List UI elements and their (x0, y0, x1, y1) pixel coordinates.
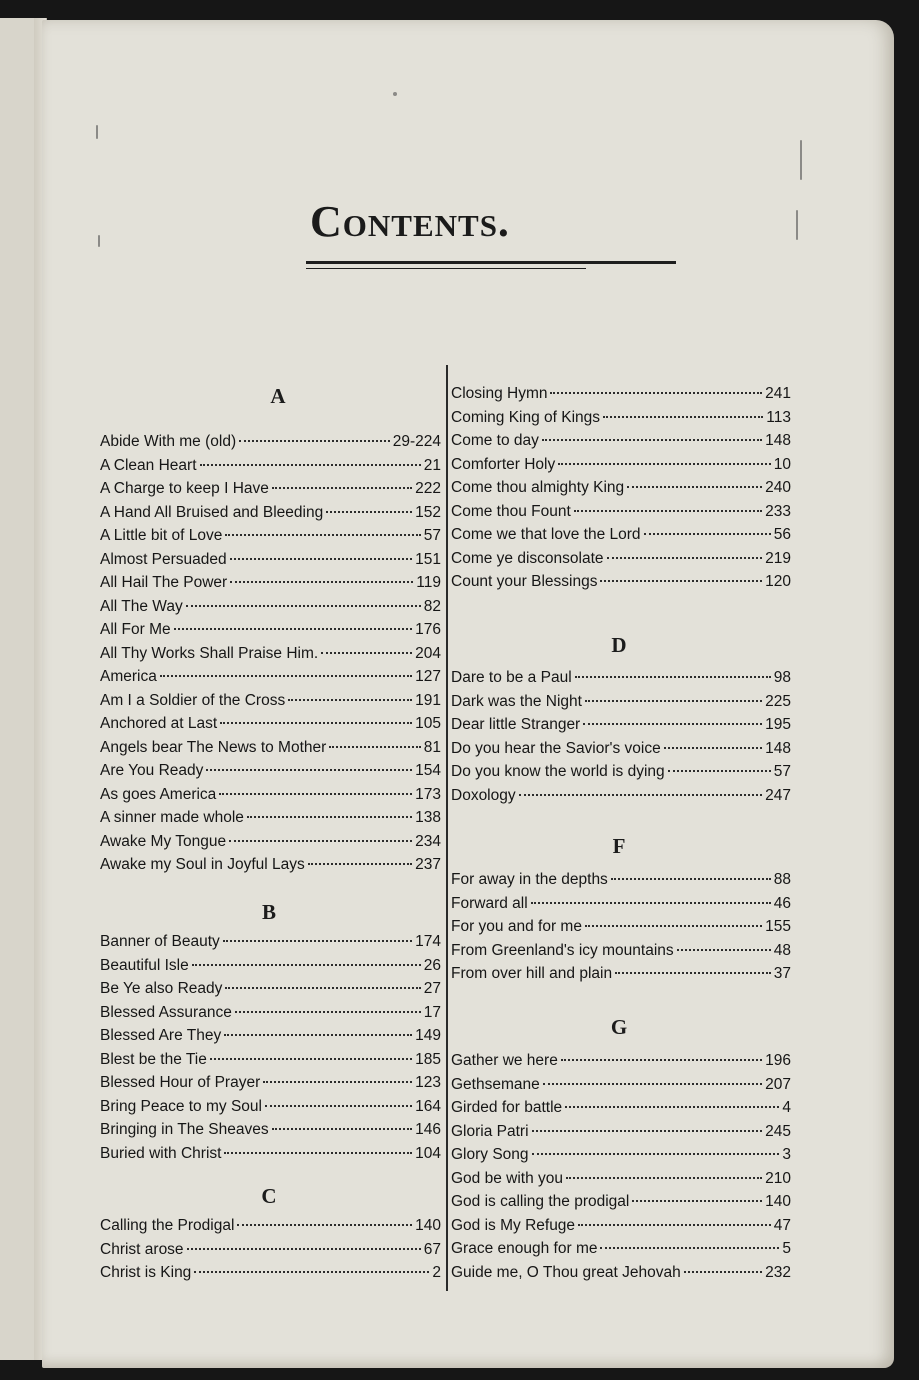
dot-leader (627, 486, 762, 488)
dot-leader (558, 463, 771, 465)
contents-entry (451, 1052, 791, 1076)
page-number: 241 (765, 385, 791, 402)
page-number: 232 (765, 1263, 791, 1281)
page-number: 154 (415, 762, 441, 779)
page-number: 149 (415, 1027, 441, 1044)
contents-entry (451, 456, 791, 480)
page-number: 204 (415, 644, 441, 662)
hymn-title: Come we that love the Lord (451, 526, 641, 543)
dot-leader (644, 533, 771, 535)
hymn-title: Almost Persuaded (100, 550, 227, 568)
page-number: 17 (423, 1003, 441, 1021)
dot-leader (230, 558, 412, 560)
page-number: 5 (782, 1240, 791, 1257)
page-number: 233 (765, 502, 791, 520)
contents-entry (451, 763, 791, 787)
page-number: 21 (423, 456, 441, 474)
hymn-title: For you and for me (451, 918, 582, 935)
hymn-title: All Hail The Power (100, 574, 228, 591)
contents-entry (100, 856, 441, 880)
contents-entry (451, 1264, 791, 1288)
section-letter: F (612, 834, 626, 858)
contents-entry (100, 668, 441, 692)
dot-leader (229, 840, 412, 842)
page-number: 48 (773, 941, 791, 959)
contents-entry (451, 526, 791, 550)
hymn-title: Awake my Soul in Joyful Lays (100, 856, 305, 873)
contents-entry (100, 621, 441, 645)
contents-entry (100, 762, 441, 786)
contents-entry (451, 1240, 791, 1264)
dot-leader (237, 1224, 412, 1226)
hymn-title: Beautiful Isle (100, 956, 189, 974)
page-number: 140 (415, 1217, 441, 1234)
contents-entry (100, 715, 441, 739)
page-number: 138 (415, 809, 441, 826)
hymn-title: Do you hear the Savior's voice (451, 739, 661, 757)
page-number: 222 (415, 480, 441, 497)
hymn-title: All The Way (100, 597, 183, 615)
contents-entry (451, 1146, 791, 1170)
page-number: 210 (765, 1169, 791, 1187)
dot-leader (235, 1011, 421, 1013)
hymn-title: Closing Hymn (451, 385, 548, 402)
dot-leader (220, 722, 412, 724)
dot-leader (583, 723, 762, 725)
hymn-title: As goes America (100, 785, 217, 803)
dot-leader (575, 676, 771, 678)
dot-leader (329, 746, 420, 748)
dot-leader (200, 464, 421, 466)
page-number: 174 (415, 933, 441, 950)
page-number: 119 (416, 574, 441, 591)
hymn-title: Grace enough for me (451, 1240, 598, 1257)
contents-entry (100, 504, 441, 528)
hymn-title: Coming King of Kings (451, 408, 601, 426)
contents-entry (100, 692, 441, 716)
dot-leader (225, 987, 420, 989)
speck (800, 140, 802, 180)
contents-entry (100, 1098, 441, 1122)
page-number: 46 (773, 894, 791, 912)
dot-leader (321, 652, 412, 654)
contents-entry (100, 598, 441, 622)
dot-leader (186, 605, 421, 607)
hymn-title: Christ arose (100, 1240, 184, 1258)
speck (796, 210, 798, 240)
contents-entry (451, 1123, 791, 1147)
title-rule-thin (306, 268, 586, 269)
hymn-title: Are You Ready (100, 762, 204, 779)
contents-entry (100, 833, 441, 857)
contents-entry (100, 1004, 441, 1028)
section-letter: B (261, 900, 276, 924)
speck (98, 235, 100, 247)
hymn-title: Bringing in The Sheaves (100, 1121, 269, 1138)
contents-entry (100, 433, 441, 457)
contents-entry (100, 1027, 441, 1051)
hymn-title: Come thou Fount (451, 502, 571, 520)
section-letter: C (261, 1184, 277, 1208)
dot-leader (603, 416, 763, 418)
page-number: 105 (415, 715, 441, 732)
hymn-title: Come thou almighty King (451, 479, 625, 496)
page-number: 164 (415, 1097, 441, 1115)
page-number: 88 (773, 871, 791, 888)
page-number: 3 (782, 1146, 791, 1163)
contents-entry (100, 933, 441, 957)
contents-entry (100, 457, 441, 481)
hymn-title: Gethsemane (451, 1075, 540, 1093)
contents-entry (100, 739, 441, 763)
hymn-title: A sinner made whole (100, 809, 244, 826)
contents-entry (451, 895, 791, 919)
contents-entry (451, 550, 791, 574)
page-number: 2 (432, 1264, 441, 1281)
dot-leader (174, 628, 413, 630)
hymn-title: Dark was the Night (451, 692, 582, 710)
dot-leader (223, 940, 412, 942)
dot-leader (230, 581, 413, 583)
contents-entry (451, 942, 791, 966)
hymn-title: Comforter Holy (451, 455, 556, 473)
hymn-title: Am I a Soldier of the Cross (100, 691, 286, 709)
hymn-title: God be with you (451, 1169, 564, 1187)
page-number: 247 (765, 786, 791, 804)
speck (393, 92, 397, 96)
page-number: 196 (765, 1052, 791, 1069)
contents-entry (100, 574, 441, 598)
page-number: 152 (415, 503, 441, 521)
page-number: 146 (415, 1121, 441, 1138)
page-number: 67 (423, 1240, 441, 1258)
dot-leader (611, 878, 771, 880)
hymn-title: Bring Peace to my Soul (100, 1097, 262, 1115)
dot-leader (574, 510, 762, 512)
page-number: 113 (766, 408, 791, 426)
hymn-title: Doxology (451, 786, 516, 804)
section-letter: D (611, 633, 627, 657)
dot-leader (531, 902, 771, 904)
dot-leader (542, 439, 762, 441)
page-number: 4 (782, 1099, 791, 1116)
page-number: 155 (765, 918, 791, 935)
contents-entry (451, 432, 791, 456)
contents-entry (451, 479, 791, 503)
hymn-title: Dear little Stranger (451, 716, 581, 733)
dot-leader (288, 699, 412, 701)
page-number: 237 (415, 856, 441, 873)
hymn-title: God is calling the prodigal (451, 1193, 630, 1210)
dot-leader (600, 580, 762, 582)
dot-leader (578, 1224, 771, 1226)
dot-leader (160, 675, 412, 677)
page-number: 219 (765, 549, 791, 567)
contents-entry (100, 1051, 441, 1075)
dot-leader (607, 557, 763, 559)
page-number: 140 (765, 1193, 791, 1210)
dot-leader (272, 1128, 413, 1130)
dot-leader (664, 747, 762, 749)
hymn-title: Blessed Hour of Prayer (100, 1074, 261, 1091)
hymn-title: All For Me (100, 621, 171, 638)
hymn-title: America (100, 668, 157, 685)
hymn-title: Anchored at Last (100, 715, 218, 732)
contents-entry (451, 1099, 791, 1123)
dot-leader (225, 534, 420, 536)
page-number: 104 (415, 1144, 441, 1162)
section-letter: A (270, 384, 286, 408)
dot-leader (326, 511, 412, 513)
page-number: 57 (773, 763, 791, 780)
hymn-title: Come ye disconsolate (451, 549, 604, 567)
hymn-title: Gather we here (451, 1052, 558, 1069)
hymn-title: Count your Blessings (451, 573, 598, 590)
contents-entry (100, 1217, 441, 1241)
dot-leader (224, 1034, 412, 1036)
dot-leader (206, 769, 412, 771)
page-title: Contents. (310, 197, 510, 246)
contents-entry (451, 1170, 791, 1194)
hymn-title: Girded for battle (451, 1099, 563, 1116)
hymn-title: A Clean Heart (100, 456, 197, 474)
speck (96, 125, 98, 139)
dot-leader (224, 1152, 412, 1154)
dot-leader (600, 1247, 779, 1249)
dot-leader (519, 794, 763, 796)
page-number: 123 (415, 1074, 441, 1091)
dot-leader (585, 925, 762, 927)
contents-entry (100, 957, 441, 981)
contents-entry (451, 740, 791, 764)
hymn-title: A Charge to keep I Have (100, 480, 269, 497)
page-number: 151 (415, 550, 441, 568)
page-number: 225 (765, 692, 791, 710)
page-number: 191 (415, 691, 441, 709)
hymn-title: Gloria Patri (451, 1122, 529, 1140)
dot-leader (308, 863, 412, 865)
page-number: 10 (773, 455, 791, 473)
dot-leader (192, 964, 421, 966)
page-number: 27 (423, 980, 441, 997)
contents-entry (451, 385, 791, 409)
dot-leader (239, 440, 390, 442)
dot-leader (550, 392, 762, 394)
hymn-title: Be Ye also Ready (100, 980, 223, 997)
hymn-title: A Little bit of Love (100, 527, 223, 544)
contents-entry (100, 1145, 441, 1169)
contents-entry (451, 1217, 791, 1241)
page-number: 47 (773, 1216, 791, 1234)
dot-leader (187, 1248, 421, 1250)
dot-leader (194, 1271, 429, 1273)
hymn-title: From over hill and plain (451, 965, 613, 982)
dot-leader (265, 1105, 412, 1107)
contents-entry (100, 1074, 441, 1098)
contents-entry (451, 693, 791, 717)
dot-leader (210, 1058, 412, 1060)
contents-entry (451, 965, 791, 989)
page-number: 127 (415, 668, 441, 685)
hymn-title: For away in the depths (451, 871, 608, 888)
hymn-title: Dare to be a Paul (451, 669, 572, 686)
contents-entry (100, 480, 441, 504)
contents-entry (100, 1121, 441, 1145)
hymn-title: Come to day (451, 432, 539, 449)
dot-leader (219, 793, 412, 795)
dot-leader (561, 1059, 762, 1061)
page-number: 207 (765, 1075, 791, 1093)
dot-leader (543, 1083, 762, 1085)
hymn-title: From Greenland's icy mountains (451, 941, 674, 959)
page-number: 240 (765, 479, 791, 496)
page-number: 176 (415, 621, 441, 638)
page-number: 234 (415, 832, 441, 850)
dot-leader (566, 1177, 762, 1179)
hymn-title: Angels bear The News to Mother (100, 738, 327, 756)
contents-entry (100, 980, 441, 1004)
hymn-title: Banner of Beauty (100, 933, 220, 950)
column-divider (446, 365, 448, 1291)
dot-leader (632, 1200, 762, 1202)
contents-entry (451, 787, 791, 811)
contents-entry (451, 669, 791, 693)
page-number: 82 (423, 597, 441, 615)
dot-leader (615, 972, 771, 974)
contents-entry (100, 1264, 441, 1288)
hymn-title: Glory Song (451, 1146, 529, 1163)
contents-entry (451, 503, 791, 527)
contents-entry (100, 1241, 441, 1265)
dot-leader (272, 487, 412, 489)
hymn-title: Forward all (451, 894, 528, 912)
page-number: 120 (765, 573, 791, 590)
page-number: 185 (415, 1050, 441, 1068)
hymn-title: Abide With me (old) (100, 433, 237, 450)
contents-entry (451, 918, 791, 942)
contents-entry (451, 1193, 791, 1217)
page-number: 81 (423, 738, 441, 756)
hymn-title: A Hand All Bruised and Bleeding (100, 503, 324, 521)
contents-entry (100, 551, 441, 575)
page-number: 57 (423, 527, 441, 544)
hymn-title: Do you know the world is dying (451, 763, 665, 780)
page-number: 56 (773, 526, 791, 543)
dot-leader (668, 770, 771, 772)
hymn-title: Christ is King (100, 1264, 192, 1281)
dot-leader (585, 700, 762, 702)
hymn-title: Calling the Prodigal (100, 1217, 235, 1234)
hymn-title: All Thy Works Shall Praise Him. (100, 644, 319, 662)
page-number: 148 (765, 739, 791, 757)
title-rule (306, 261, 676, 264)
contents-entry (451, 409, 791, 433)
dot-leader (532, 1130, 763, 1132)
hymn-title: Blessed Assurance (100, 1003, 232, 1021)
dot-leader (247, 816, 412, 818)
contents-entry (100, 809, 441, 833)
page-number: 26 (423, 956, 441, 974)
dot-leader (532, 1153, 780, 1155)
section-letter: G (610, 1015, 628, 1039)
hymn-title: God is My Refuge (451, 1216, 576, 1234)
hymn-title: Guide me, O Thou great Jehovah (451, 1263, 681, 1281)
hymn-title: Blessed Are They (100, 1027, 222, 1044)
contents-entry (451, 716, 791, 740)
contents-entry (451, 1076, 791, 1100)
contents-entry (451, 573, 791, 597)
contents-entry (100, 786, 441, 810)
hymn-title: Blest be the Tie (100, 1050, 207, 1068)
page-number: 245 (765, 1122, 791, 1140)
hymn-title: Awake My Tongue (100, 832, 227, 850)
contents-entry (451, 871, 791, 895)
page-number: 173 (415, 785, 441, 803)
contents-entry (100, 527, 441, 551)
contents-entry (100, 645, 441, 669)
page-number: 29-224 (392, 433, 441, 450)
hymn-title: Buried with Christ (100, 1144, 222, 1162)
dot-leader (565, 1106, 779, 1108)
page-number: 148 (765, 432, 791, 449)
page-number: 98 (773, 669, 791, 686)
dot-leader (684, 1271, 762, 1273)
page-number: 195 (765, 716, 791, 733)
dot-leader (263, 1081, 412, 1083)
dot-leader (677, 949, 771, 951)
page-number: 37 (773, 965, 791, 982)
